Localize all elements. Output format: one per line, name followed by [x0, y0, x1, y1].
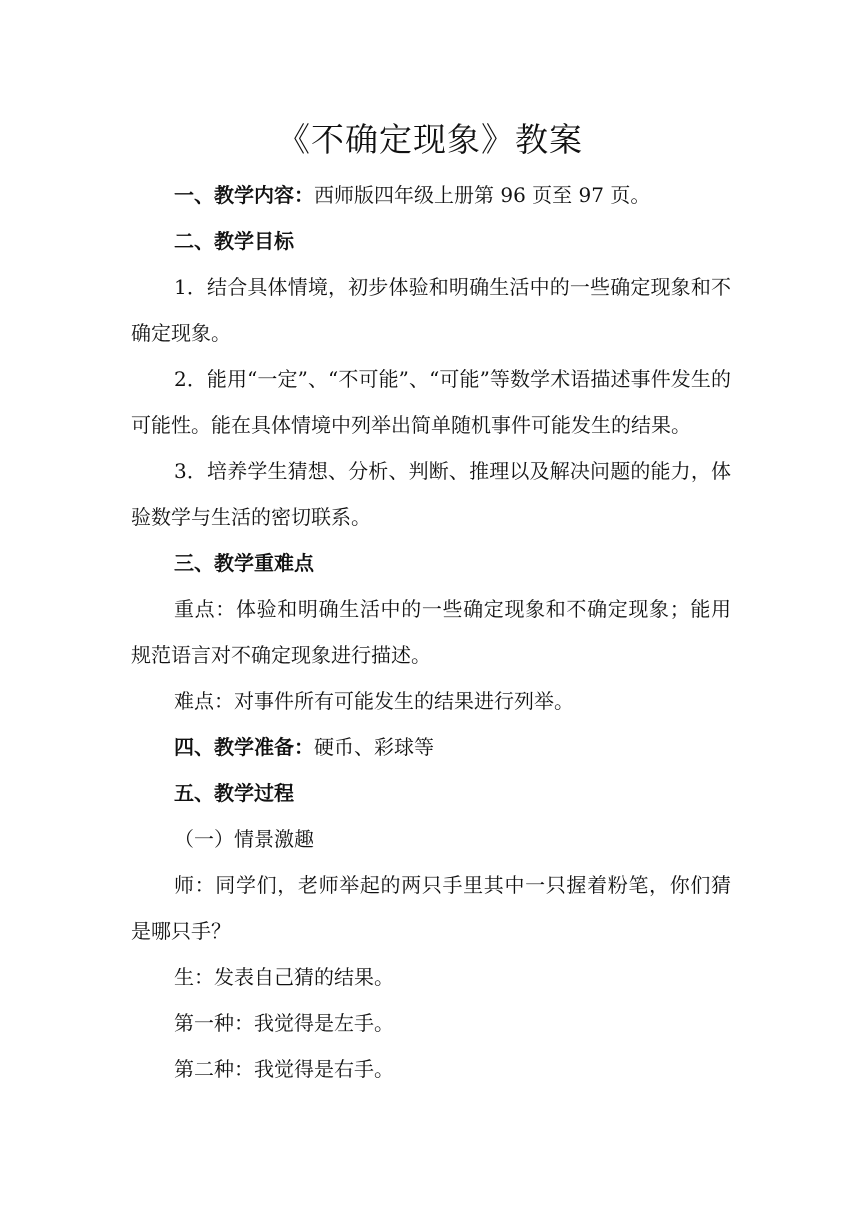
key-point: 重点：体验和明确生活中的一些确定现象和不确定现象；能用规范语言对不确定现象进行描述。	[131, 597, 731, 667]
document-body	[131, 172, 731, 1092]
section-teaching-prep	[131, 724, 731, 770]
document-title: 《不确定现象》教案	[277, 120, 583, 159]
section-teaching-content	[131, 172, 731, 218]
section-heading-2: 二、教学目标	[174, 229, 294, 253]
goal-2: 2．能用“一定”、“不可能”、“可能”等数学术语描述事件发生的可能性。能在具体情境中列举出简单随机事件可能发生的结果。	[131, 367, 731, 437]
student-line: 生：发表自己猜的结果。	[174, 965, 394, 989]
goal-3: 3．培养学生猜想、分析、判断、推理以及解决问题的能力，体验数学与生活的密切联系。	[131, 459, 731, 529]
section-heading-3: 三、教学重难点	[174, 551, 314, 575]
answer-1: 第一种：我觉得是左手。	[174, 1011, 394, 1035]
goal-1: 1．结合具体情境，初步体验和明确生活中的一些确定现象和不确定现象。	[131, 275, 731, 345]
answer-2: 第二种：我觉得是右手。	[174, 1057, 394, 1081]
section-text-1: 西师版四年级上册第 96 页至 97 页。	[314, 183, 651, 207]
difficult-point: 难点：对事件所有可能发生的结果进行列举。	[174, 689, 574, 713]
section-heading-5: 五、教学过程	[174, 781, 294, 805]
teacher-line: 师：同学们，老师举起的两只手里其中一只握着粉笔，你们猜是哪只手？	[131, 873, 731, 943]
section-text-4: 硬币、彩球等	[314, 735, 434, 759]
section-heading-1: 一、教学内容：	[174, 183, 314, 207]
section-heading-4: 四、教学准备：	[174, 735, 314, 759]
step-1-title: （一）情景激趣	[174, 827, 314, 851]
